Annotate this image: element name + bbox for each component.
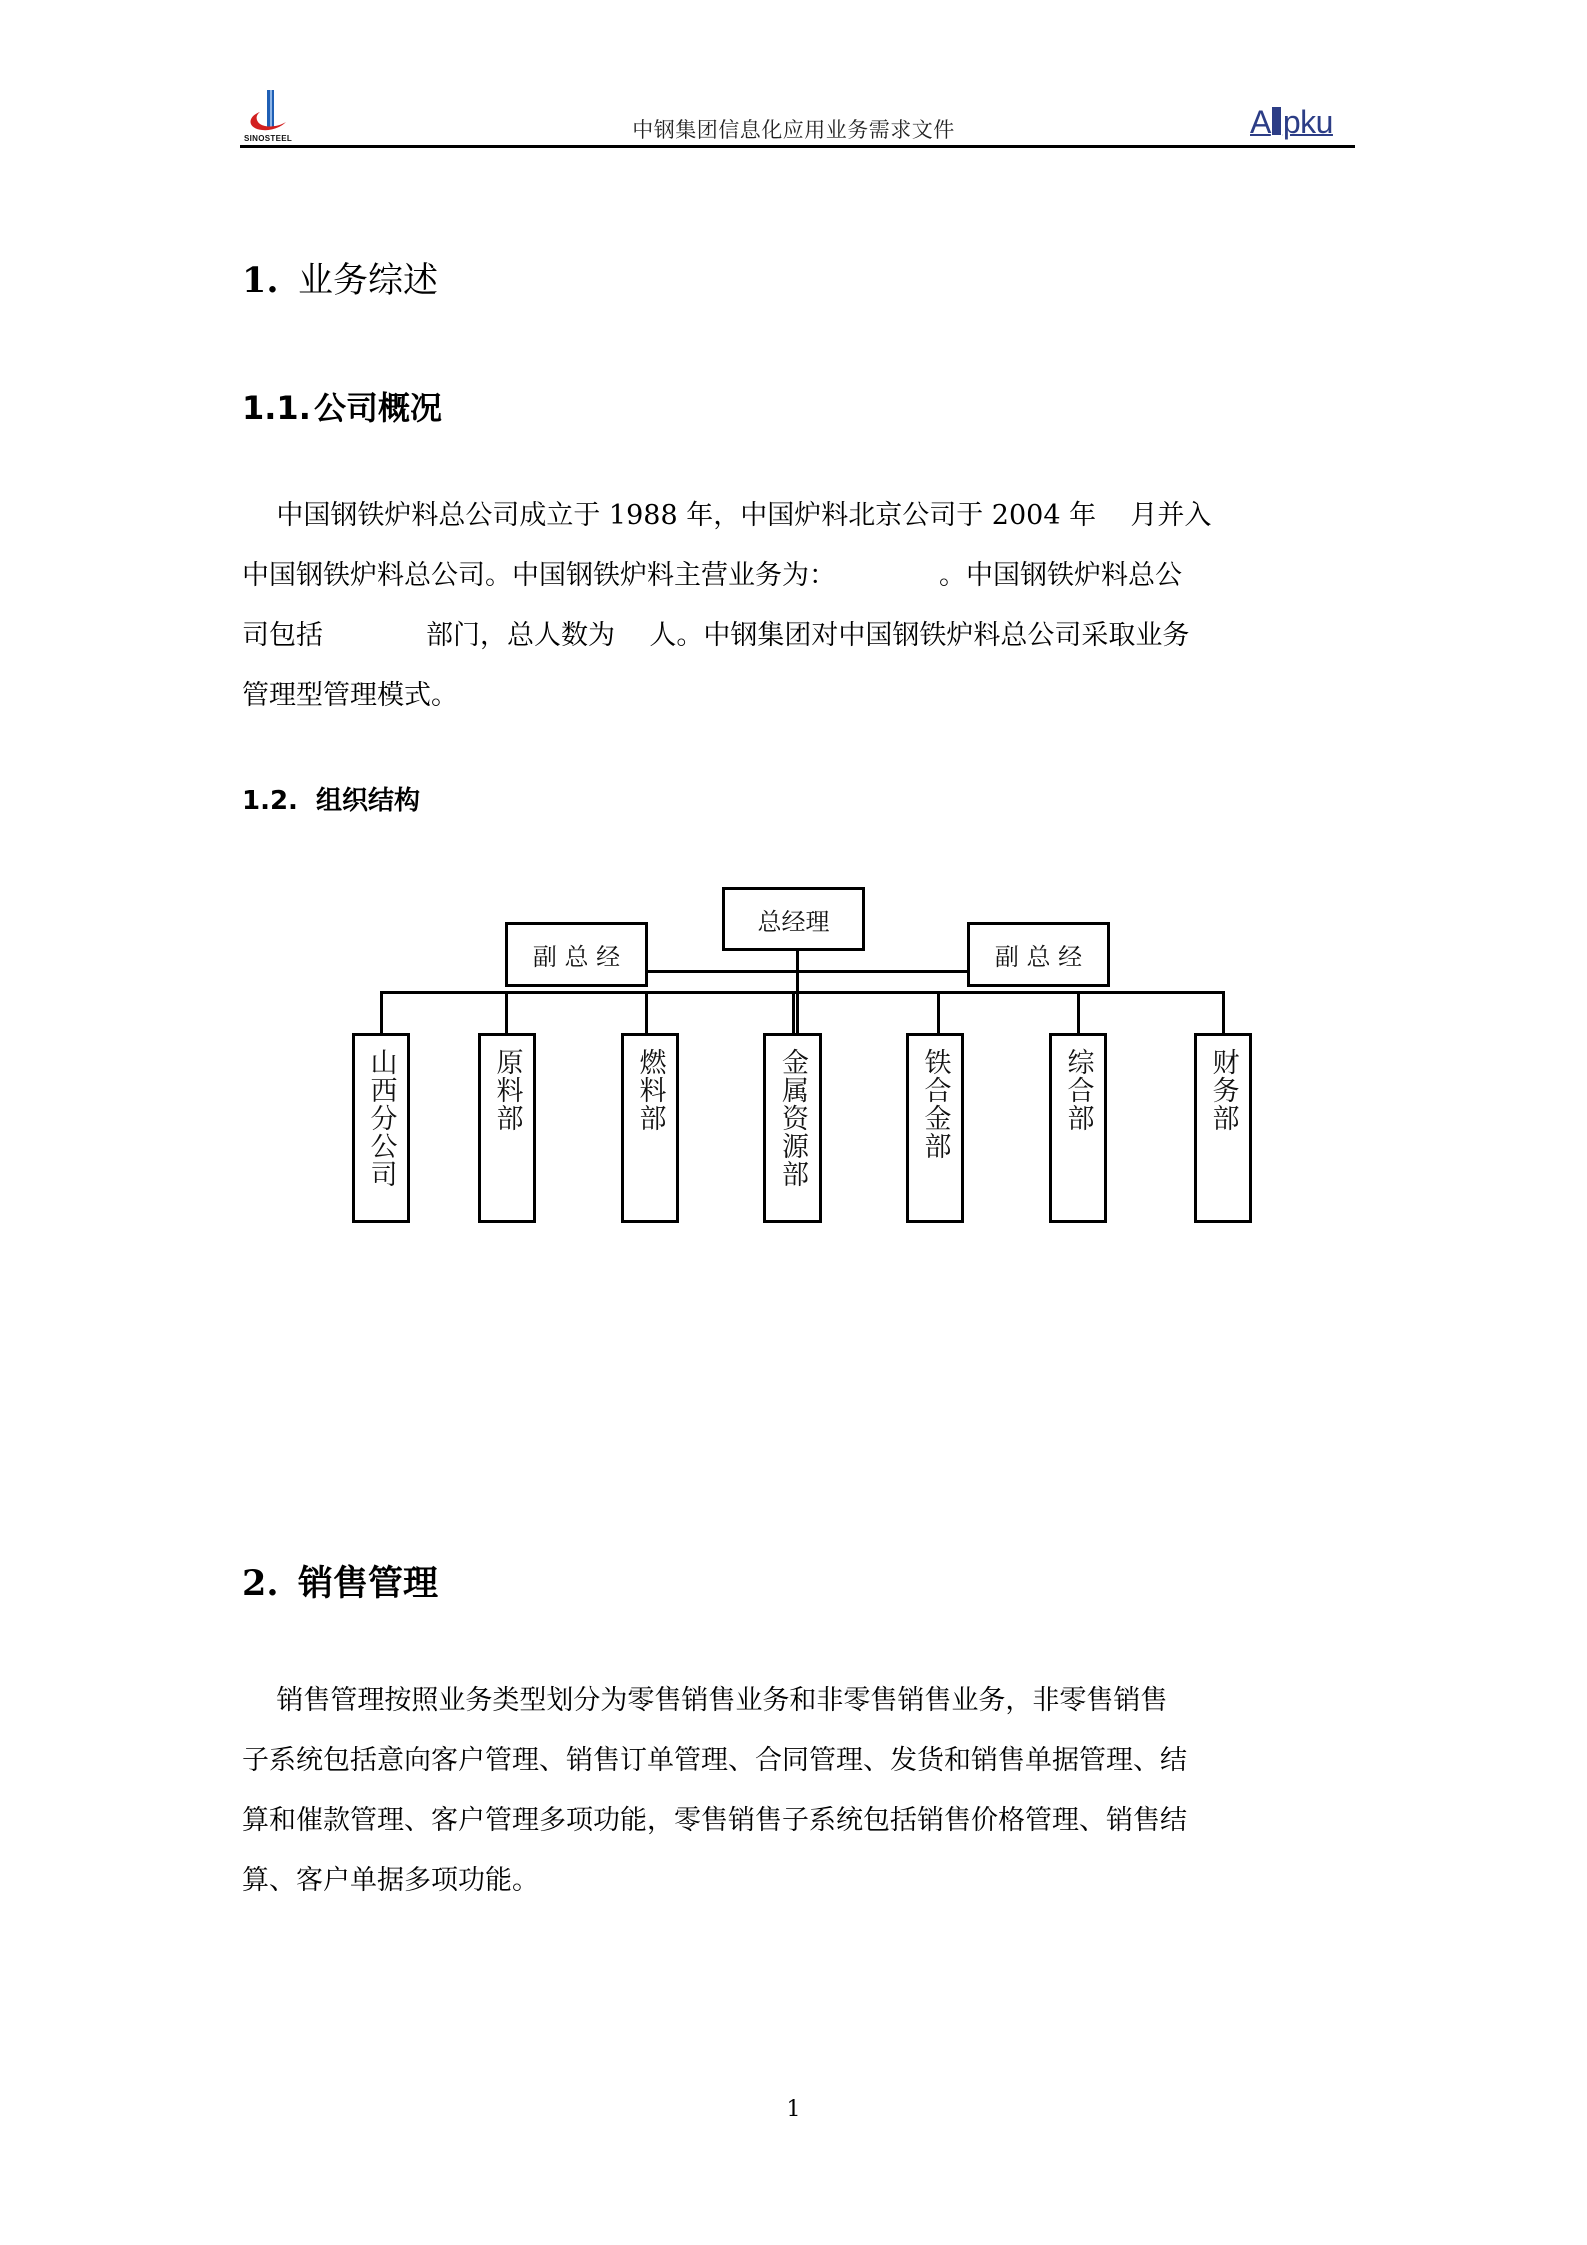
section-1-heading bbox=[242, 260, 439, 301]
connector-line bbox=[644, 970, 969, 973]
org-node-label: 副 总 经 bbox=[532, 943, 621, 971]
org-node-label: 燃料部 bbox=[634, 1048, 666, 1132]
paragraph-line: 中国钢铁炉料总公司成立于 1988 年，中国炉料北京公司于 2004 年 月并入 bbox=[242, 500, 1212, 531]
org-node-deputy-left bbox=[505, 922, 648, 987]
connector-line bbox=[1222, 991, 1225, 1034]
connector-line bbox=[380, 991, 383, 1034]
paragraph-line: 算、客户单据多项功能。 bbox=[242, 1865, 539, 1896]
connector-line bbox=[505, 991, 508, 1034]
paragraph-line: 算和催款管理、客户管理多项功能，零售销售子系统包括销售价格管理、销售结 bbox=[242, 1805, 1187, 1836]
paragraph-line: 子系统包括意向客户管理、销售订单管理、合同管理、发货和销售单据管理、结 bbox=[242, 1745, 1187, 1776]
section-title: 销售管理 bbox=[298, 1563, 439, 1604]
paragraph-line: 司包括 部门，总人数为 人。中钢集团对中国钢铁炉料总公司采取业务 bbox=[242, 620, 1190, 651]
org-node-department bbox=[1049, 1033, 1107, 1223]
org-node-label: 财务部 bbox=[1207, 1048, 1239, 1132]
org-node-deputy-right bbox=[967, 922, 1110, 987]
connector-line bbox=[796, 948, 799, 1033]
org-node-label: 总经理 bbox=[757, 907, 830, 936]
org-node-department bbox=[763, 1033, 822, 1223]
page-number: 1 bbox=[786, 2097, 801, 2122]
org-node-label: 金属资源部 bbox=[777, 1048, 808, 1188]
section-title: 组织结构 bbox=[316, 786, 421, 816]
brand-suffix: pku bbox=[1282, 104, 1333, 140]
brand-logo bbox=[1250, 106, 1333, 138]
org-node-department bbox=[352, 1033, 410, 1223]
section-number: 1.2. bbox=[242, 786, 298, 816]
document-header-title: 中钢集团信息化应用业务需求文件 bbox=[632, 118, 955, 142]
section-1-2-heading bbox=[242, 788, 420, 814]
org-node-label: 山西分公司 bbox=[365, 1048, 397, 1188]
paragraph-line: 中国钢铁炉料总公司。中国钢铁炉料主营业务为： 。中国钢铁炉料总公 bbox=[242, 560, 1182, 591]
org-node-label: 铁合金部 bbox=[919, 1048, 951, 1160]
company-overview-paragraph bbox=[242, 486, 1355, 726]
connector-bus bbox=[380, 991, 1225, 994]
brand-bar-icon bbox=[1272, 107, 1281, 135]
paragraph-line: 销售管理按照业务类型划分为零售销售业务和非零售销售业务，非零售销售 bbox=[242, 1685, 1168, 1716]
section-number: 1.1. bbox=[242, 389, 311, 427]
org-node-department bbox=[621, 1033, 679, 1223]
org-node-department bbox=[478, 1033, 536, 1223]
connector-line bbox=[645, 991, 648, 1034]
header-rule bbox=[240, 145, 1355, 148]
connector-line bbox=[1077, 991, 1080, 1034]
section-2-heading bbox=[242, 1563, 439, 1604]
org-node-department bbox=[906, 1033, 964, 1223]
section-number: 2. bbox=[242, 1563, 279, 1604]
logo-text: SINOSTEEL bbox=[244, 134, 293, 143]
section-title: 业务综述 bbox=[298, 261, 439, 301]
org-node-label: 综合部 bbox=[1062, 1048, 1094, 1132]
sales-management-paragraph bbox=[242, 1671, 1355, 1911]
paragraph-line: 管理型管理模式。 bbox=[242, 680, 458, 711]
section-number: 1. bbox=[242, 260, 279, 301]
org-node-label: 副 总 经 bbox=[994, 943, 1083, 971]
section-1-1-heading bbox=[242, 389, 443, 427]
brand-prefix: A bbox=[1250, 104, 1271, 140]
section-title: 公司概况 bbox=[314, 389, 443, 427]
connector-line bbox=[937, 991, 940, 1034]
org-node-department bbox=[1194, 1033, 1252, 1223]
org-node-general-manager bbox=[722, 887, 865, 951]
connector-line bbox=[792, 991, 795, 1034]
org-node-label: 原料部 bbox=[491, 1048, 523, 1132]
